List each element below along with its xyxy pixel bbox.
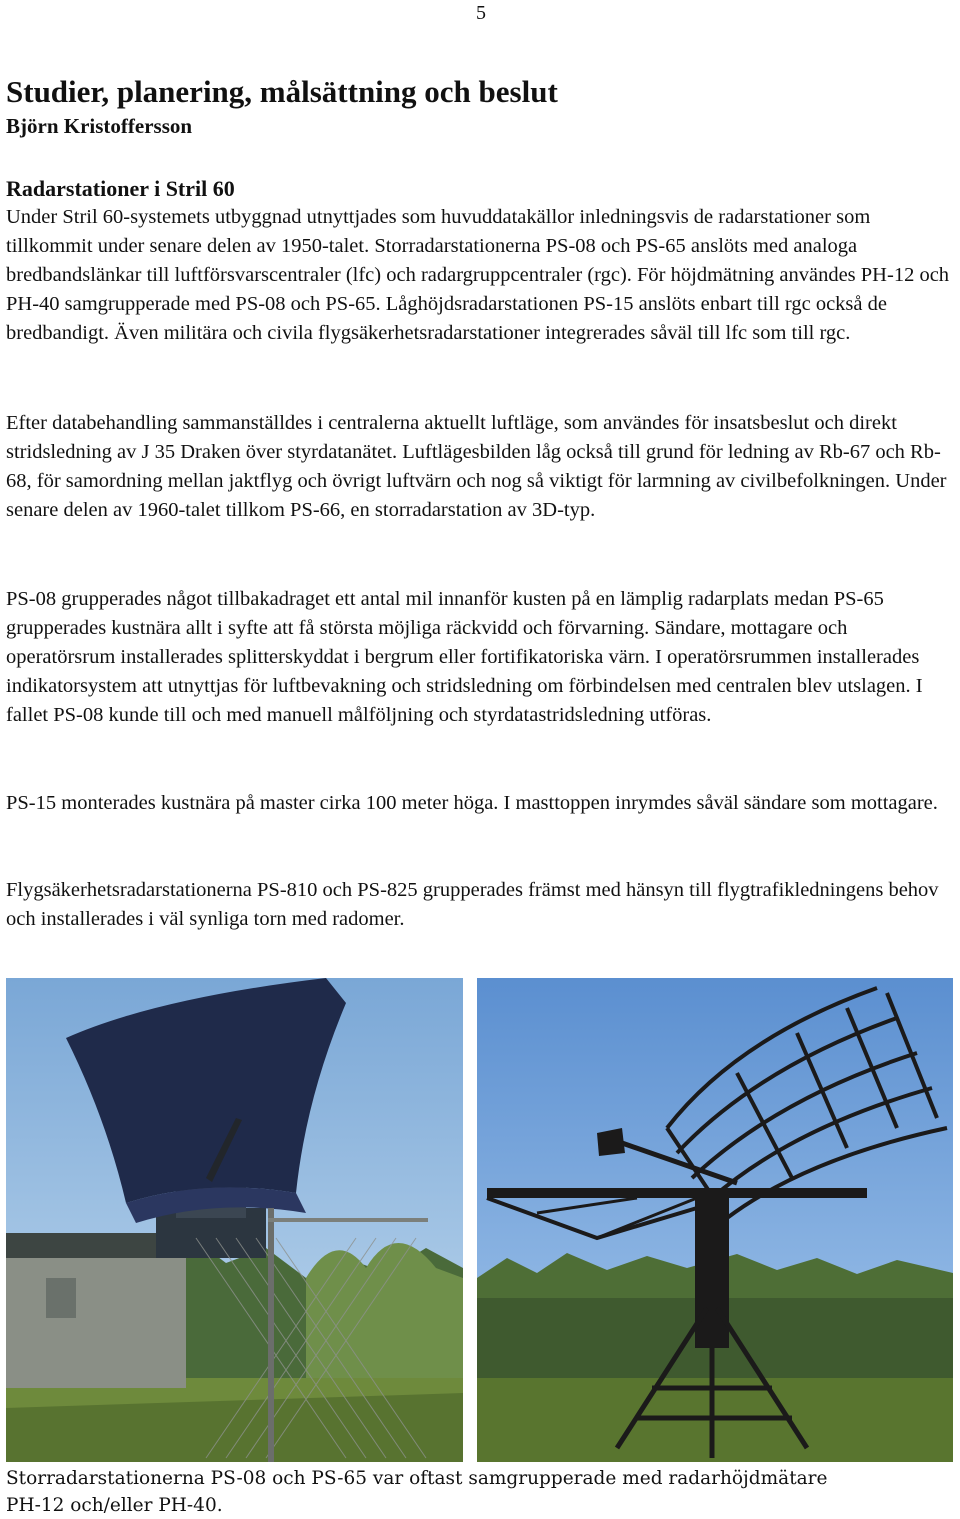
body-paragraph-4: PS-15 monterades kustnära på master cirka 100 meter höga. I masttoppen inrymdes såväl sändare som mottagare. bbox=[6, 792, 938, 814]
body-paragraph-1: Under Stril 60-systemets utbyggnad utnyttjades som huvuddatakällor inledningsvis de radarstationer som tillkommit under senare delen av 1950-talet. Storradarstationerna PS-08 och PS-65 anslöts med analoga bredbandslänkar till luftförsvarscentraler (lfc) och radargruppcentraler (rgc). För höjdmätning användes PH-12 och PH-40 samgrupperade med PS-08 och PS-65. Låghöjdsradarstationen PS-15 anslöts enbart till rgc också de bredbandigt. Även militära och civila flygsäkerhetsradarstationer integrerades såväl till lfc som till rgc. bbox=[6, 206, 950, 344]
caption-line-2: PH-12 och/eller PH-40. bbox=[6, 1495, 223, 1516]
figure-caption bbox=[6, 1465, 956, 1519]
section-heading: Radarstationer i Stril 60 bbox=[6, 176, 235, 201]
page-title: Studier, planering, målsättning och beslut bbox=[6, 74, 558, 109]
author-name: Björn Kristoffersson bbox=[6, 114, 193, 138]
photo-radar-ps65 bbox=[477, 978, 953, 1462]
body-paragraph-5: Flygsäkerhetsradarstationerna PS-810 och PS-825 grupperades främst med hänsyn till flygtrafikledningens behov och installerades i väl synliga torn med radomer. bbox=[6, 879, 939, 930]
photo-radar-ps08 bbox=[6, 978, 463, 1462]
body-paragraph-3: PS-08 grupperades något tillbakadraget ett antal mil innanför kusten på en lämplig radarplats medan PS-65 grupperades kustnära allt i syfte att få största möjliga räckvidd och förvarning. Sändare, mottagare och operatörsrum installerades splitterskyddat i bergrum eller fortifikatoriska värn. I operatörsrummen installerades indikatorsystem att utnyttjas för luftbevakning och stridsledning om förbindelsen med centralen blev utslagen. I fallet PS-08 kunde till och med manuell målföljning och styrdatastridsledning utföras. bbox=[6, 588, 923, 726]
caption-line-1: Storradarstationerna PS-08 och PS-65 var oftast samgrupperade med radarhöjdmätare bbox=[6, 1468, 828, 1489]
page-number: 5 bbox=[476, 2, 486, 24]
body-paragraph-2: Efter databehandling sammanställdes i centralerna aktuellt luftläge, som användes för insatsbeslut och direkt stridsledning av J 35 Draken över styrdatanätet. Luftlägesbilden låg också till grund för ledning av Rb-67 och Rb-68, för samordning mellan jaktflyg och övrigt luftvärn och nog så viktigt för larmning av civilbefolkningen. Under senare delen av 1960-talet tillkom PS-66, en storradarstation av 3D-typ. bbox=[6, 412, 947, 521]
